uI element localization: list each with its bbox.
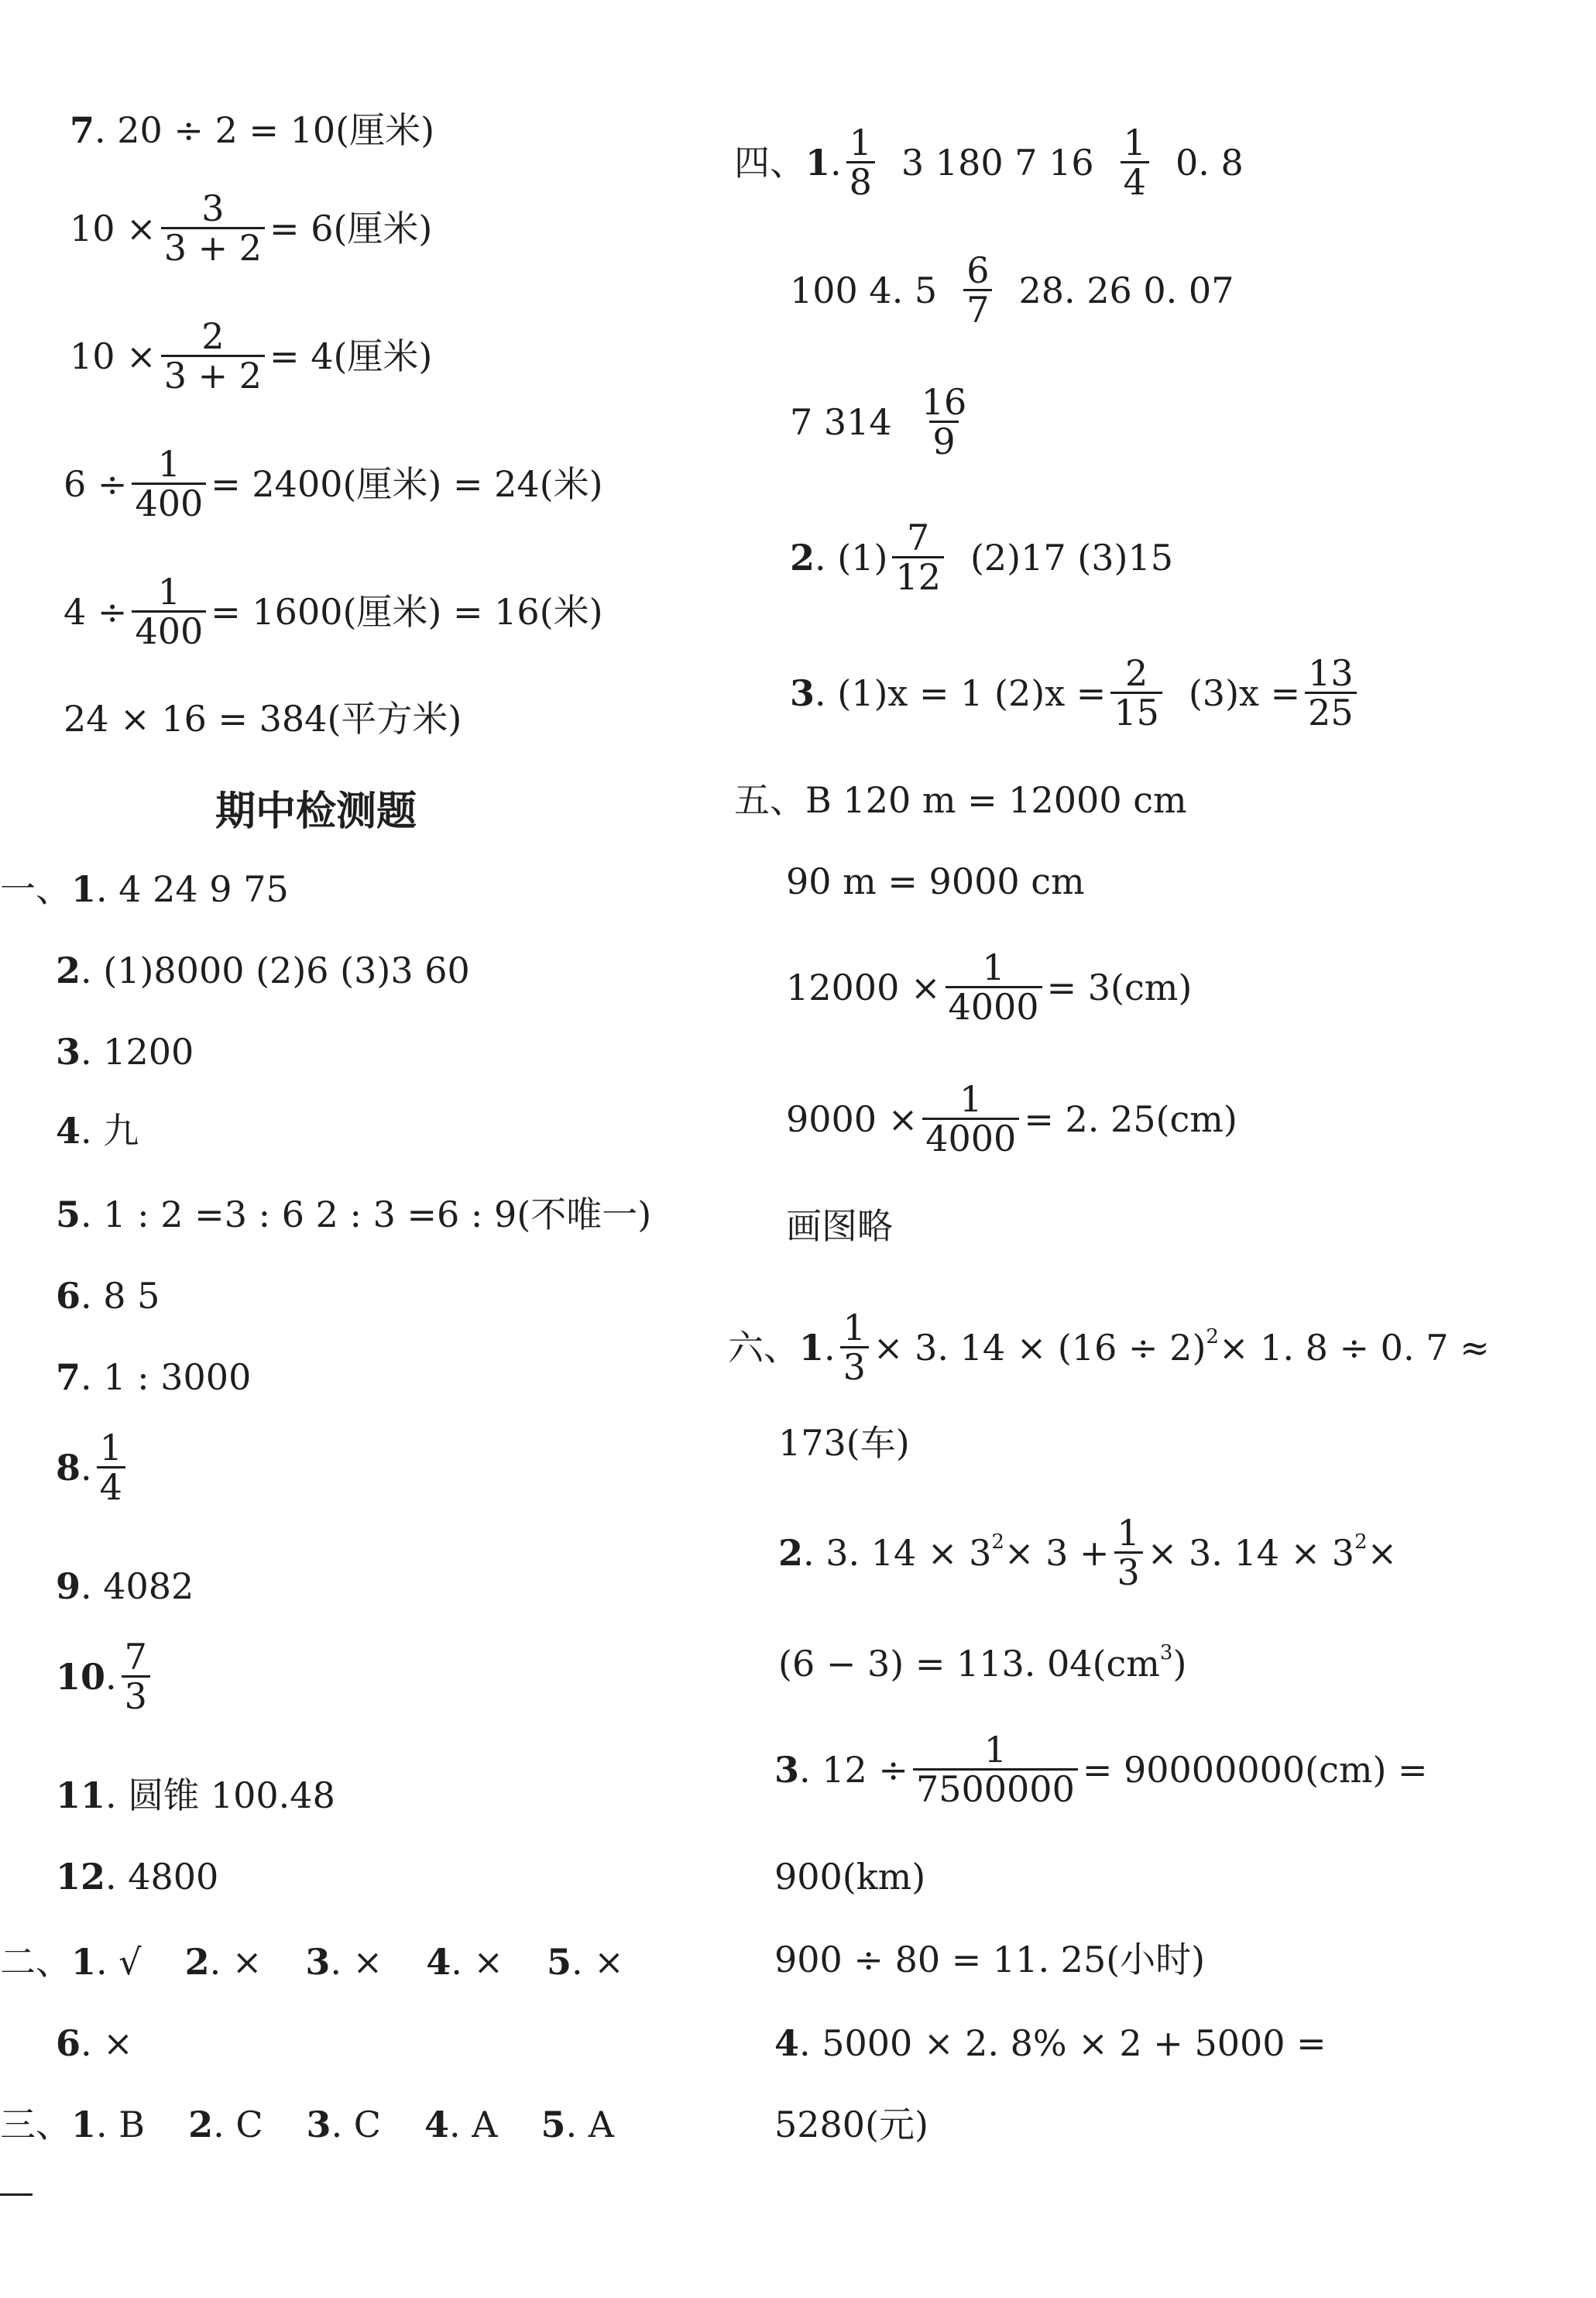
right-section-4-item-1 [734, 122, 1244, 204]
answer-text: . [105, 1655, 117, 1698]
answer-text: . 4800 [105, 1856, 219, 1898]
answer-text: . A [449, 2104, 498, 2145]
answer-text: . × [451, 1941, 504, 1983]
answer-text: . A [565, 2104, 614, 2145]
left-line-5 [63, 573, 603, 651]
right-section-4-item-3 [790, 654, 1361, 732]
answer-text: . 1 : 3000 [81, 1356, 252, 1398]
answer-text: . C [213, 2104, 263, 2145]
answer-text: . [824, 1326, 836, 1369]
item-number: 3 [56, 1031, 81, 1073]
answer-text: (2)17 (3)15 [970, 536, 1173, 579]
item-number: 7 [70, 109, 95, 151]
superscript: 2 [991, 1530, 1004, 1554]
expr-text: = 4(厘米) [269, 335, 433, 377]
answer-text: . × [209, 1941, 263, 1983]
item-number: 4 [56, 1110, 81, 1152]
fraction: $\frac{1}{4000}$ [922, 1080, 1019, 1158]
fraction: $\frac{13}{25}$ [1305, 654, 1357, 732]
section-marker: 三、 [0, 2104, 71, 2145]
answer-text: 3 180 7 16 [901, 141, 1094, 184]
answer-text: . 20 ÷ 2 = 10(厘米) [94, 109, 435, 151]
item-number: 4 [774, 2022, 800, 2064]
answer-text: . [81, 1446, 92, 1489]
left-line-4 [63, 445, 603, 523]
right-section-5-line-1: 五、B 120 m = 12000 cm [734, 779, 1187, 821]
expr-text: 12000 × [786, 966, 941, 1008]
answer-text: 7 314 [790, 400, 892, 443]
item-number: 1 [71, 868, 97, 910]
expr-text: . 5000 × 2. 8% × 2 + 5000 = [799, 2022, 1327, 2064]
item-number: 1 [805, 141, 831, 184]
expr-text: = 2. 25(cm) [1024, 1097, 1237, 1140]
right-section-6-item-2 [778, 1514, 1397, 1592]
answer-text: . × [571, 1941, 624, 1983]
item-number: 2 [56, 950, 81, 991]
section-1-item-11 [56, 1774, 335, 1816]
answer-text: . 九 [81, 1110, 139, 1152]
answer-text: 0. 8 [1175, 141, 1244, 184]
item-number: 10 [56, 1655, 106, 1698]
answer-text: . 4 24 9 75 [96, 868, 289, 910]
item-number: 3 [306, 2104, 331, 2145]
section-1-item-8 [56, 1427, 130, 1509]
right-section-6-item-4 [774, 2022, 1327, 2064]
right-section-6-line-2: 173(车) [778, 1422, 910, 1464]
right-section-5-line-5: 画图略 [786, 1205, 893, 1247]
section-1-item-4 [56, 1110, 139, 1152]
fraction: $\frac{16}{9}$ [921, 381, 967, 463]
right-section-5-line-2: 90 m = 9000 cm [786, 860, 1085, 902]
item-number: 2 [790, 536, 815, 579]
item-number: 5 [56, 1194, 81, 1235]
item-number: 12 [56, 1856, 106, 1898]
item-number: 3 [790, 672, 815, 714]
answer-text: . × [81, 2022, 133, 2064]
section-marker: 一、 [0, 868, 71, 910]
expr-text: = 2400(厘米) = 24(米) [211, 462, 603, 505]
section-1-item-10 [56, 1638, 155, 1716]
expr-text: = 90000000(cm) = [1082, 1748, 1428, 1791]
fraction: $\frac{1}{400}$ [132, 445, 206, 523]
item-number: 7 [56, 1356, 81, 1398]
item-number: 1 [71, 2104, 97, 2145]
answer-text: . (1)x = 1 (2)x = [815, 672, 1107, 714]
expr-text: × 3. 14 × 3 [1147, 1531, 1355, 1574]
item-number: 3 [305, 1941, 331, 1983]
answer-text: . 1 : 2 =3 : 6 2 : 3 =6 : 9(不唯一) [81, 1194, 652, 1235]
section-1-item-2 [56, 950, 470, 991]
expr-text: = 6(厘米) [269, 207, 433, 249]
expr-text: 4 ÷ [63, 590, 128, 633]
section-marker: 二、 [0, 1941, 71, 1983]
section-1-item-7 [56, 1356, 252, 1398]
fraction: $\frac{1}{3}$ [840, 1309, 869, 1386]
expr-text: (6 − 3) = 113. 04(cm [778, 1643, 1160, 1685]
expr-text: . 12 ÷ [799, 1748, 908, 1791]
right-line-3 [790, 383, 974, 461]
answer-text: . 8 5 [81, 1275, 160, 1317]
section-1-item-5 [56, 1194, 652, 1235]
section-1-item-1 [0, 868, 289, 910]
item-number: 1 [71, 1941, 97, 1983]
item-number: 6 [56, 1275, 81, 1317]
fraction: $\frac{1}{3}$ [1114, 1514, 1143, 1592]
left-line-6: 24 × 16 = 384(平方米) [63, 698, 462, 740]
fraction: $\frac{2}{3 + 2}$ [161, 318, 265, 395]
answer-text: (3)x = [1188, 672, 1301, 714]
right-section-5-line-4 [786, 1080, 1237, 1158]
right-section-6-line-4 [778, 1641, 1187, 1685]
right-section-6-line-9: 5280(元) [774, 2104, 928, 2145]
fraction: $\frac{7}{12}$ [892, 519, 944, 596]
answer-text: . C [331, 2104, 382, 2145]
answer-text: . [830, 141, 842, 184]
section-2-row-2 [56, 2022, 133, 2064]
answer-text: . (1) [815, 536, 888, 579]
left-line-1 [70, 109, 435, 151]
section-1-item-3 [56, 1031, 194, 1073]
expr-text: 6 ÷ [63, 462, 128, 505]
expr-text: × [1367, 1531, 1398, 1574]
item-number: 2 [778, 1531, 804, 1574]
answer-text: . (1)8000 (2)6 (3)3 60 [81, 950, 470, 991]
superscript: 2 [1206, 1324, 1219, 1348]
item-number: 5 [541, 2104, 566, 2145]
expr-text: 9000 × [786, 1097, 918, 1140]
expr-text: = 3(cm) [1046, 966, 1193, 1008]
right-section-4-item-2 [790, 517, 1173, 599]
fraction: $\frac{7}{3}$ [122, 1638, 150, 1716]
answer-text: . B [96, 2104, 146, 2145]
fraction: $\frac{3}{3 + 2}$ [161, 190, 265, 267]
section-divider-line [0, 2193, 33, 2196]
fraction: $\frac{1}{8}$ [846, 124, 875, 201]
item-number: 8 [56, 1446, 81, 1489]
item-number: 9 [56, 1565, 81, 1607]
right-section-6-line-6: 900(km) [774, 1856, 926, 1898]
answer-text: . 圆锥 100.48 [105, 1774, 335, 1816]
superscript: 2 [1354, 1530, 1368, 1554]
section-2-row-1 [0, 1941, 624, 1983]
fraction: $\frac{2}{15}$ [1110, 654, 1162, 732]
answer-text: . 4082 [81, 1565, 194, 1607]
expr-text: 10 × [70, 335, 156, 377]
answer-text: . √ [96, 1941, 142, 1983]
answer-text: 100 4. 5 [790, 269, 938, 311]
section-1-item-12 [56, 1856, 219, 1898]
answer-text: . 1200 [81, 1031, 194, 1073]
right-section-5-line-3 [786, 946, 1193, 1029]
right-section-6-item-3 [774, 1731, 1428, 1809]
right-line-2 [790, 249, 1234, 331]
expr-text: × 1. 8 ÷ 0. 7 ≈ [1218, 1326, 1490, 1369]
item-number: 6 [56, 2022, 81, 2064]
fraction: $\frac{1}{4000}$ [946, 949, 1042, 1026]
right-section-6-line-7: 900 ÷ 80 = 11. 25(小时) [774, 1939, 1206, 1980]
item-number: 11 [56, 1774, 106, 1816]
answer-text: 28. 26 0. 07 [1018, 269, 1234, 311]
section-3-row-1 [0, 2104, 614, 2145]
expr-text: ) [1172, 1643, 1187, 1685]
superscript: 3 [1159, 1641, 1173, 1664]
section-1-item-9 [56, 1565, 194, 1607]
left-line-3 [70, 315, 433, 397]
section-marker: 六、 [728, 1326, 799, 1369]
item-number: 4 [424, 2104, 450, 2145]
item-number: 5 [547, 1941, 572, 1983]
item-number: 2 [188, 2104, 214, 2145]
fraction: $\frac{6}{7}$ [963, 252, 992, 329]
section-marker: 四、 [734, 141, 805, 184]
left-line-2 [70, 187, 433, 270]
section-heading: 期中检测题 [215, 788, 417, 835]
fraction: $\frac{1}{7500000}$ [913, 1731, 1078, 1809]
fraction: $\frac{1}{400}$ [132, 573, 206, 651]
item-number: 2 [184, 1941, 210, 1983]
expr-text: 10 × [70, 207, 156, 249]
expr-text: × 3. 14 × (16 ÷ 2) [873, 1326, 1206, 1369]
expr-text: = 1600(厘米) = 16(米) [211, 590, 603, 633]
expr-text: × 3 + [1004, 1531, 1110, 1574]
right-section-6-item-1 [728, 1307, 1490, 1389]
fraction: $\frac{1}{4}$ [97, 1429, 125, 1506]
section-1-item-6 [56, 1275, 160, 1317]
answer-text: . × [330, 1941, 383, 1983]
fraction: $\frac{1}{4}$ [1121, 124, 1149, 201]
item-number: 3 [774, 1748, 800, 1791]
expr-text: . 3. 14 × 3 [803, 1531, 992, 1574]
item-number: 1 [799, 1326, 825, 1369]
item-number: 4 [426, 1941, 451, 1983]
